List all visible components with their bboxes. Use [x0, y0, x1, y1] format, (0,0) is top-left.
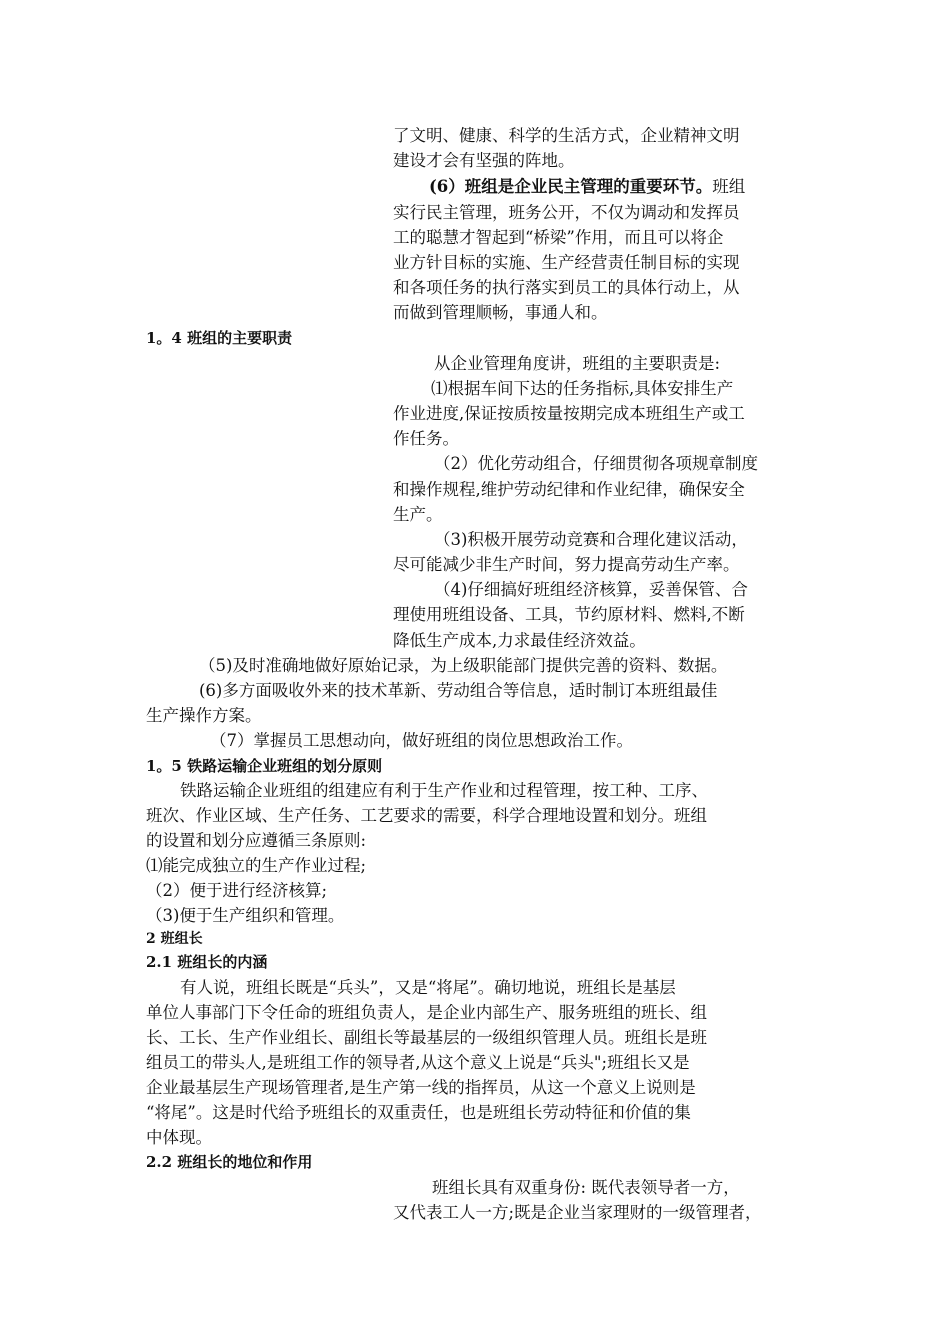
text-line: (6)多方面吸收外来的技术革新、劳动组合等信息，适时制订本班组最佳 — [199, 681, 718, 700]
text-line: 单位人事部门下令任命的班组负责人，是企业内部生产、服务班组的班长、组 — [146, 1003, 707, 1022]
text-line: 生产操作方案。 — [146, 706, 262, 725]
text-line: 班次、作业区域、生产任务、工艺要求的需要，科学合理地设置和划分。班组 — [146, 806, 707, 825]
text-line: 有人说，班组长既是“兵头”，又是“将尾”。确切地说，班组长是基层 — [180, 978, 676, 997]
text-line: 实行民主管理，班务公开，不仅为调动和发挥员 — [393, 203, 740, 222]
item-6-rest: 班组 — [712, 177, 746, 196]
text-line: 降低生产成本,力求最佳经济效益。 — [393, 631, 646, 650]
text-line: （3)积极开展劳动竞赛和合理化建议活动， — [434, 530, 748, 549]
text-line: 组员工的带头人,是班组工作的领导者,从这个意义上说是“兵头";班组长又是 — [146, 1053, 690, 1072]
heading-1-5: 1。5 铁路运输企业班组的划分原则 — [146, 757, 383, 775]
text-line: 了文明、健康、科学的生活方式，企业精神文明 — [393, 126, 740, 145]
list-item: （3)便于生产组织和管理。 — [146, 906, 345, 925]
item-6-line — [429, 175, 745, 199]
text-line: 建设才会有坚强的阵地。 — [393, 151, 575, 170]
text-line: 企业最基层生产现场管理者,是生产第一线的指挥员，从这一个意义上说则是 — [146, 1078, 696, 1097]
text-line: 业方针目标的实施、生产经营责任制目标的实现 — [393, 253, 740, 272]
text-line: ⑴根据车间下达的任务指标,具体安排生产 — [431, 379, 734, 398]
text-line: （2）优化劳动组合，仔细贯彻各项规章制度 — [434, 454, 758, 473]
text-line: 作业进度,保证按质按量按期完成本班组生产或工 — [393, 404, 745, 423]
text-line: 和各项任务的执行落实到员工的具体行动上，从 — [393, 278, 740, 297]
text-line: 的设置和划分应遵循三条原则: — [146, 831, 367, 850]
text-line: （7）掌握员工思想动向，做好班组的岗位思想政治工作。 — [210, 731, 633, 750]
heading-2: 2 班组长 — [146, 931, 203, 947]
text-line: 从企业管理角度讲，班组的主要职责是: — [434, 354, 721, 373]
text-line: 而做到管理顺畅，事通人和。 — [393, 303, 608, 322]
item-6-bold: (6）班组是企业民主管理的重要环节。 — [429, 177, 713, 196]
text-line: 和操作规程,维护劳动纪律和作业纪律，确保安全 — [393, 480, 745, 499]
text-line: 生产。 — [393, 505, 443, 524]
text-line: 长、工长、生产作业组长、副组长等最基层的一级组织管理人员。班组长是班 — [146, 1028, 707, 1047]
heading-2-2: 2.2 班组长的地位和作用 — [146, 1153, 313, 1171]
list-item: ⑴能完成独立的生产作业过程; — [146, 856, 367, 875]
text-line: 又代表工人一方;既是企业当家理财的一级管理者， — [393, 1203, 762, 1222]
text-line: 理使用班组设备、工具，节约原材料、燃料,不断 — [393, 605, 745, 624]
text-line: 尽可能减少非生产时间，努力提高劳动生产率。 — [393, 555, 740, 574]
heading-1-4: 1。4 班组的主要职责 — [146, 329, 293, 347]
text-line: “将尾”。这是时代给予班组长的双重责任，也是班组长劳动特征和价值的集 — [146, 1103, 691, 1122]
text-line: （4)仔细搞好班组经济核算，妥善保管、合 — [434, 580, 748, 599]
list-item: （2）便于进行经济核算; — [146, 881, 328, 900]
text-line: 中体现。 — [146, 1128, 212, 1147]
text-line: 作任务。 — [393, 429, 459, 448]
heading-2-1: 2.1 班组长的内涵 — [146, 953, 268, 971]
text-line: 铁路运输企业班组的组建应有利于生产作业和过程管理，按工种、工序、 — [180, 781, 708, 800]
text-line: （5)及时准确地做好原始记录，为上级职能部门提供完善的资料、数据。 — [199, 656, 728, 675]
text-line: 班组长具有双重身份: 既代表领导者一方， — [432, 1178, 740, 1197]
text-line: 工的聪慧才智起到“桥梁”作用，而且可以将企 — [393, 228, 724, 247]
